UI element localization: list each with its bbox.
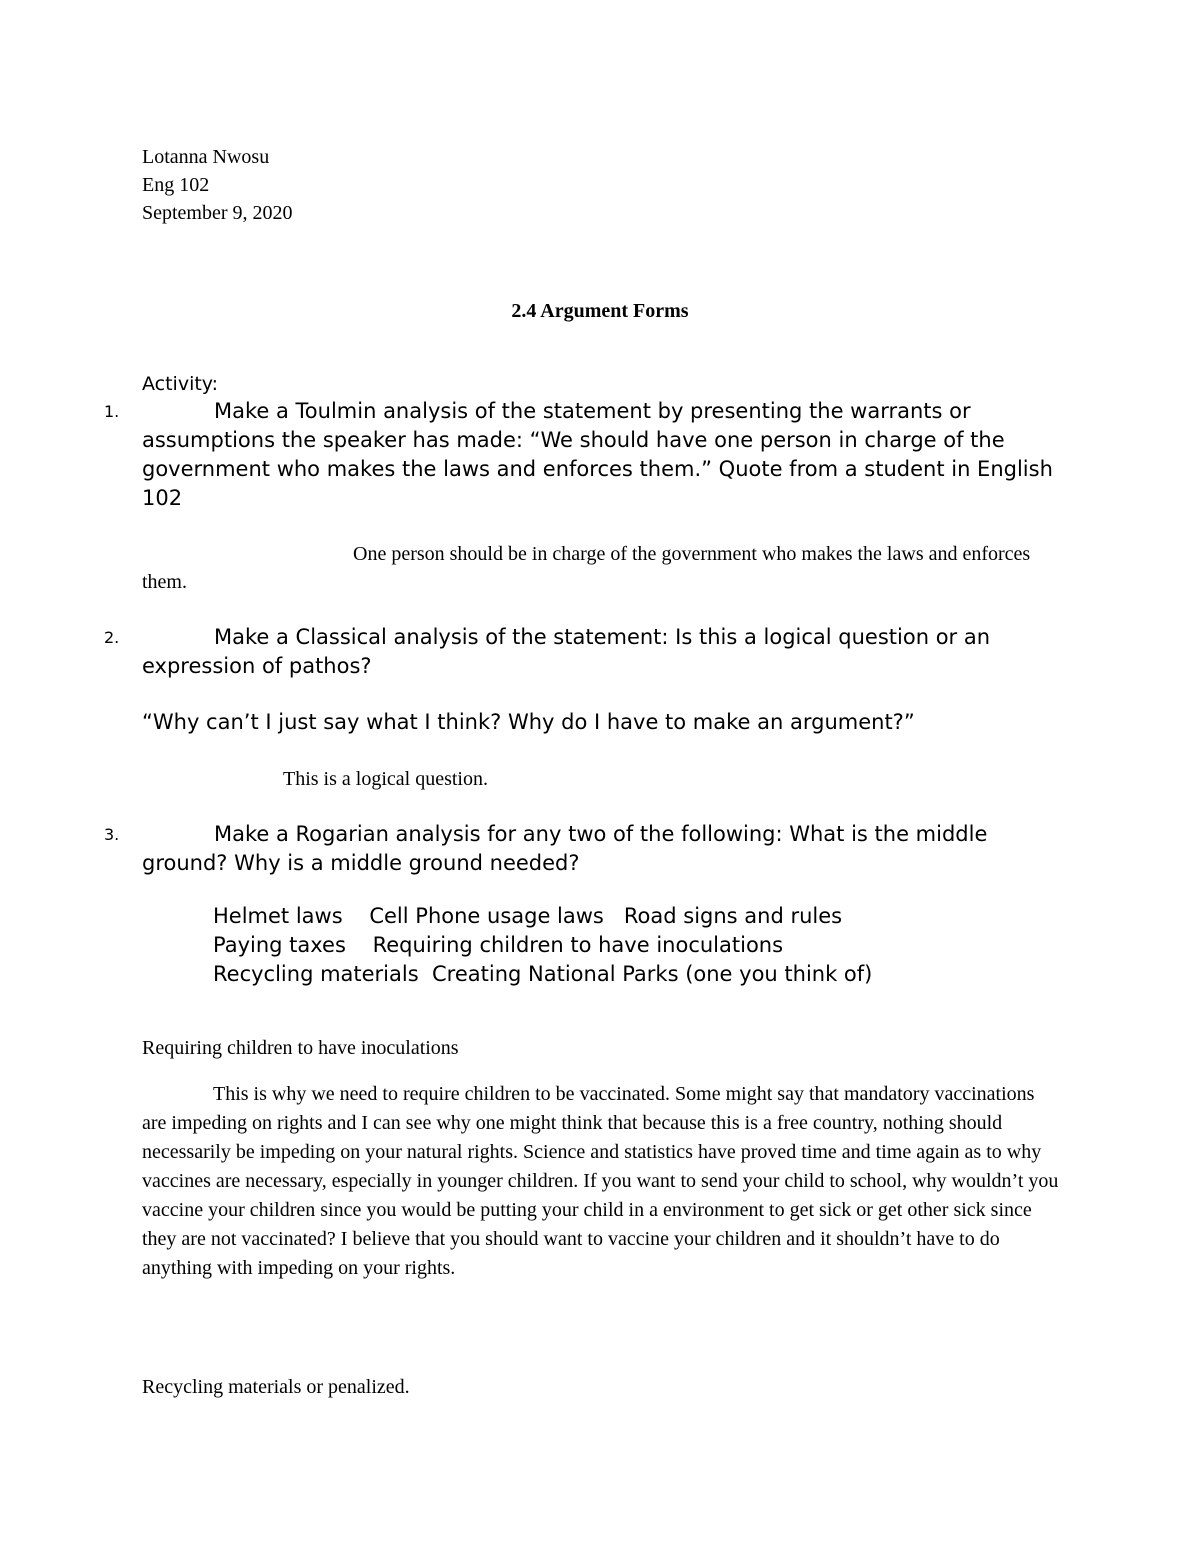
author-name: Lotanna Nwosu xyxy=(142,146,270,168)
topic-options-line: Paying taxes Requiring children to have inoculations xyxy=(213,933,784,957)
document-date: September 9, 2020 xyxy=(142,202,293,224)
document-title: 2.4 Argument Forms xyxy=(511,300,689,322)
response-heading-inoculations: Requiring children to have inoculations xyxy=(142,1037,459,1059)
answer-1: One person should be in charge of the government who makes the laws and enforces them. xyxy=(142,543,1031,593)
answer-2: This is a logical question. xyxy=(283,768,488,790)
question-3 xyxy=(104,820,1072,878)
question-2 xyxy=(104,623,1072,681)
question-text: Make a Rogarian analysis for any two of the following: What is the middle ground? Why is a middle ground needed? xyxy=(142,822,988,875)
question-1 xyxy=(104,397,1072,513)
response-heading-recycling: Recycling materials or penalized. xyxy=(142,1376,410,1398)
topic-options-line: Recycling materials Creating National Parks (one you think of) xyxy=(213,962,873,986)
question-number: 1. xyxy=(104,402,120,421)
topic-options-line: Helmet laws Cell Phone usage laws Road signs and rules xyxy=(213,904,843,928)
response-paragraph: This is why we need to require children to be vaccinated. Some might say that mandatory vaccinations are impeding on rights and I can see why one might think that because this is a free country, nothing should necessarily be impeding on your natural rights. Science and statistics have proved time and time again as to why vaccines are necessary, especially in younger children. If you want to send your child to school, why wouldn’t you vaccine your children since you would be putting your child in a environment to get sick or get other sick since they are not vaccinated? I believe that you should want to vaccine your children and it shouldn’t have to do anything with impeding on your rights. xyxy=(142,1083,1059,1279)
activity-label: Activity: xyxy=(142,373,219,395)
course-name: Eng 102 xyxy=(142,174,210,196)
question-number: 3. xyxy=(104,825,120,844)
question-text: Make a Classical analysis of the statement: Is this a logical question or an expression of pathos? xyxy=(142,625,991,678)
document-header xyxy=(142,143,293,227)
question-text: Make a Toulmin analysis of the statement by presenting the warrants or assumptions the speaker has made: “We should have one person in charge of the government who makes the laws and enforces them.” Quote from a student in English 102 xyxy=(142,399,1053,510)
topic-options-list xyxy=(213,902,872,989)
question-2-quote: “Why can’t I just say what I think? Why do I have to make an argument?” xyxy=(142,710,915,734)
question-number: 2. xyxy=(104,628,120,647)
